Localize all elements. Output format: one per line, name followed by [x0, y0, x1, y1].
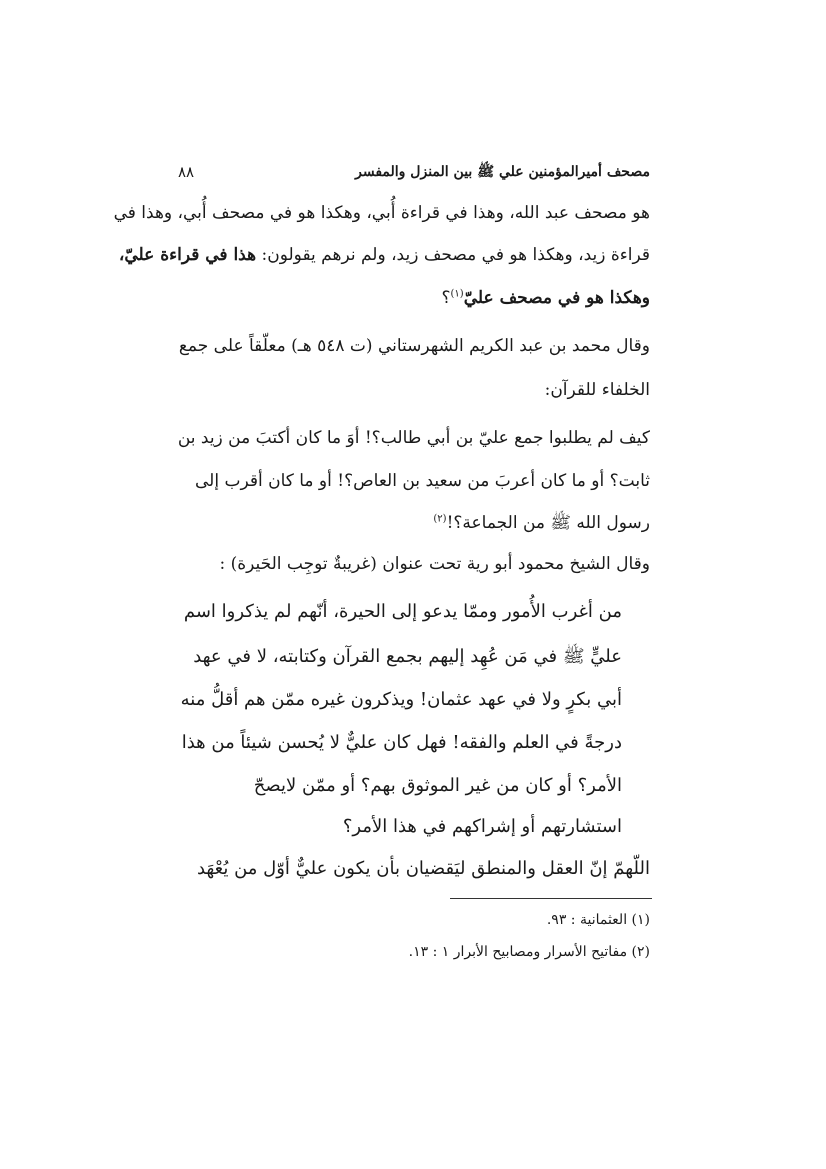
- footnote-1: (١) العثمانية : ٩٣.: [546, 912, 650, 928]
- body-line-8: [433, 512, 650, 537]
- running-header: [178, 163, 650, 187]
- footnote-ref-1: (١): [450, 288, 464, 300]
- body-line-4: وقال محمد بن عبد الكريم الشهرستاني (ت ٥٤٨ هـ) معلّقاً على جمع: [178, 336, 650, 356]
- body-line-3: [441, 288, 650, 308]
- quote-line-5: الأمر؟ أو كان من غير الموثوق بهم؟ أو ممّن لايصحّ: [253, 775, 622, 796]
- page-number: ٨٨: [178, 163, 195, 181]
- body-line-7: ثابت؟ أو ما كان أعربَ من سعيد بن العاص؟! أو ما كان أقرب إلى: [194, 471, 650, 491]
- body-line-5: الخلفاء للقرآن:: [544, 380, 650, 400]
- header-title: مصحف أميرالمؤمنين علي ﷺ بين المنزل والمفسر: [355, 164, 650, 180]
- quote-line-7: اللّهمّ إنّ العقل والمنطق ليَقضيان بأن يكون عليٌّ أوّل من يُعْهَد: [196, 858, 650, 879]
- body-line-3-bold: وهكذا هو في مصحف عليّ: [463, 288, 650, 308]
- body-line-1: هو مصحف عبد الله، وهذا في قراءة أُبي، وهكذا هو في مصحف أُبي، وهذا في: [113, 203, 650, 223]
- footnote-2: (٢) مفاتيح الأسرار ومصابيح الأبرار ١ : ١٣.: [408, 944, 650, 960]
- quote-line-3: أبي بكرٍ ولا في عهد عثمان! ويذكرون غيره ممّن هم أقلُّ منه: [180, 689, 622, 710]
- quote-line-1: من أغرب الأُمور وممّا يدعو إلى الحيرة، أنّهم لم يذكروا اسم: [183, 601, 622, 622]
- footnote-ref-2: (٢): [433, 513, 447, 525]
- body-line-6: كيف لم يطلبوا جمع عليّ بن أبي طالب؟! أوَ ما كان أكتبَ من زيد بن: [177, 428, 650, 448]
- body-line-9: وقال الشيخ محمود أبو رية تحت عنوان (غريبةٌ توجِب الحَيرة) :: [219, 554, 650, 574]
- footnote-divider: [450, 898, 652, 899]
- body-line-2-bold: هذا في قراءة عليّ،: [118, 245, 257, 265]
- body-line-2: [119, 245, 650, 265]
- quote-line-2: عليٍّ ﷺ في مَن عُهِد إليهم بجمع القرآن وكتابته، لا في عهد: [193, 646, 622, 667]
- body-line-3-end: ؟: [441, 288, 451, 308]
- quote-line-6: استشارتهم أو إشراكهم في هذا الأمر؟: [342, 816, 622, 837]
- quote-line-4: درجةً في العلم والفقه! فهل كان عليٌّ لا يُحسن شيئاً من هذا: [181, 732, 622, 753]
- body-line-2-text: قراءة زيد، وهكذا هو في مصحف زيد، ولم نرهم يقولون:: [256, 245, 650, 265]
- body-line-8-text: رسول الله ﷺ من الجماعة؟!: [446, 513, 650, 533]
